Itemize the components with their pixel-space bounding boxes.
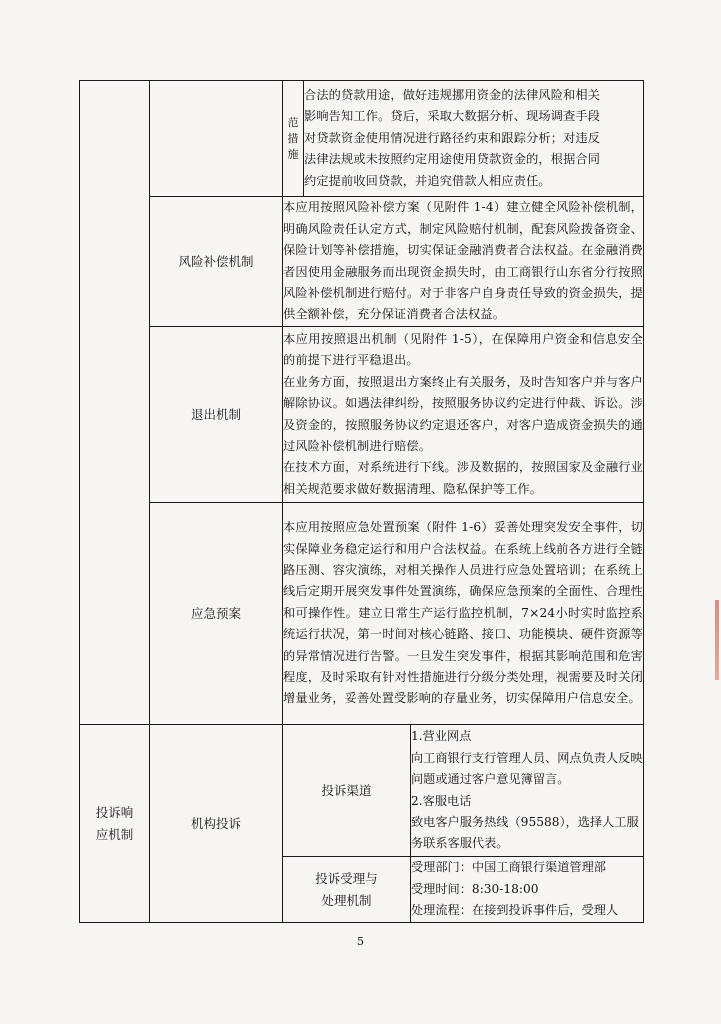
- subcategory-cell-empty: [150, 81, 283, 197]
- exit-mechanism-label: 退出机制: [150, 327, 283, 503]
- table-row-emergency: [80, 503, 644, 725]
- complaint-channels-text: [411, 725, 644, 857]
- text-line: 1.营业网点: [411, 729, 472, 744]
- page-number: 5: [357, 935, 364, 948]
- measures-label-char: 施: [287, 147, 299, 161]
- text-paragraph: 在技术方面，对系统进行下线。涉及数据的，按照国家及金融行业相关规范要求做好数据清理、隐私保护等工作。: [283, 460, 644, 496]
- text-paragraph: 在业务方面，按照退出方案终止有关服务，及时告知客户并与客户解除协议。如遇法律纠纷，按照服务协议约定进行仲裁、诉讼。涉及资金的，按照服务协议约定退还客户，对客户造成资金损失的通过风险补偿机制进行赔偿。: [283, 374, 644, 453]
- measures-text-cell: [304, 81, 644, 197]
- risk-compensation-label: 风险补偿机制: [150, 197, 283, 327]
- complaint-handling-label: [283, 857, 411, 923]
- category-cell-empty: [80, 81, 150, 725]
- complaint-channels-label: 投诉渠道: [283, 725, 411, 857]
- complaint-handling-text: 投诉受理与处理机制: [315, 870, 378, 908]
- complaint-category-label: [80, 725, 150, 923]
- exit-mechanism-text: [283, 327, 644, 503]
- text-line: 受理部门：中国工商银行渠道管理部: [411, 860, 606, 875]
- text-line: 法律法规或未按照约定用途使用贷款资金的，根据合同: [304, 152, 601, 167]
- text-line: 约定提前收回贷款，并追究借款人相应责任。: [304, 173, 551, 188]
- text-line: 向工商银行支行管理人员、网点负责人反映问题或通过客户意见簿留言。: [411, 750, 643, 787]
- table-row-measures: [80, 81, 644, 197]
- emergency-plan-label: 应急预案: [150, 503, 283, 725]
- complaint-category-text: 投诉响应机制: [95, 804, 134, 842]
- table-row-complaint-channels: [80, 725, 644, 857]
- emergency-plan-text: 本应用按照应急处置预案（附件 1-6）妥善处理突发安全事件，切实保障业务稳定运行和用户合法权益。在系统上线前各方进行全链路压测、容灾演练，对相关操作人员进行应急处置培训；在系统上线后定期开展突发事件处置演练，确保应急预案的全面性、合理性和可操作性。建立日常生产运行监控机制，7×24小时实时监控系统运行状况，第一时间对核心链路、接口、功能模块、硬件资源等的异常情况进行告警。一旦发生突发事件，根据其影响范围和危害程度，及时采取有针对性措施进行分级分类处理，视需要及时关闭增量业务，妥善处置受影响的存量业务，切实保障用户信息安全。: [283, 503, 644, 725]
- text-line: 合法的贷款用途，做好违规挪用资金的法律风险和相关: [304, 87, 601, 102]
- seal-edge-mark: [715, 600, 719, 680]
- application-info-table: [79, 80, 644, 923]
- risk-compensation-text: 本应用按照风险补偿方案（见附件 1-4）建立健全风险补偿机制，明确风险责任认定方式，制定风险赔付机制，配套风险拨备资金、保险计划等补偿措施，切实保证金融消费者合法权益。在金融消费者因使用金融服务而出现资金损失时，由工商银行山东省分行按照风险补偿机制进行赔付。对于非客户自身责任导致的资金损失，提供全额补偿，充分保证消费者合法权益。: [283, 197, 644, 327]
- text-line: 致电客户服务热线（95588），选择人工服务联系客服代表。: [411, 814, 639, 851]
- table-row-risk-compensation: [80, 197, 644, 327]
- measures-label-cell: [283, 81, 304, 197]
- text-line: 受理时间：8:30-18:00: [411, 881, 539, 896]
- complaint-handling-details: [411, 857, 644, 923]
- measures-label-char: 措: [287, 131, 299, 145]
- text-line: 影响告知工作。贷后，采取大数据分析、现场调查手段: [304, 109, 601, 124]
- text-line: 处理流程：在接到投诉事件后，受理人: [411, 903, 619, 918]
- table-row-exit: [80, 327, 644, 503]
- text-line: 2.客服电话: [411, 793, 472, 808]
- measures-label-char: 范: [287, 115, 299, 129]
- institution-complaint-label: 机构投诉: [150, 725, 283, 923]
- text-paragraph: 本应用按照退出机制（见附件 1-5），在保障用户资金和信息安全的前提下进行平稳退出。: [283, 331, 644, 368]
- text-line: 对贷款资金使用情况进行路径约束和跟踪分析；对违反: [304, 130, 601, 145]
